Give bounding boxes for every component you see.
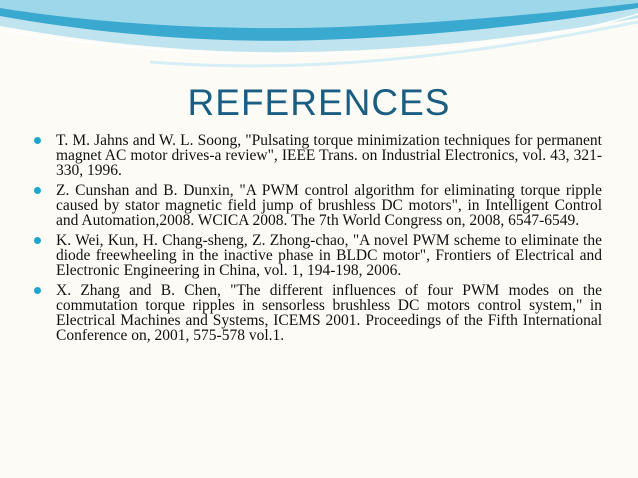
reference-list — [34, 133, 602, 348]
reference-text: X. Zhang and B. Chen, "The different influences of four PWM modes on the commutation torque ripples in sensorless brushless DC motors control system," in Electrical Machines and Systems, ICEMS 2001. Proceedings of the Fifth International Conference on, 2001, 575-578 vol.1. — [56, 282, 602, 344]
bullet-icon — [34, 187, 41, 194]
reference-text: Z. Cunshan and B. Dunxin, "A PWM control algorithm for eliminating torque ripple caused by stator magnetic field jump of brushless DC motors", in Intelligent Control and Automation,2008. WCICA 2008. The 7th World Congress on, 2008, 6547-6549. — [56, 182, 602, 229]
header-wave-decoration — [0, 0, 638, 80]
reference-item — [34, 133, 602, 178]
bullet-icon — [34, 237, 41, 244]
reference-item — [34, 183, 602, 228]
reference-text: K. Wei, Kun, H. Chang-sheng, Z. Zhong-chao, "A novel PWM scheme to eliminate the diode freewheeling in the inactive phase in BLDC motor", Frontiers of Electrical and Electronic Engineering in China, vol. 1, 194-198, 2006. — [56, 232, 602, 279]
page-title: REFERENCES — [187, 82, 451, 123]
reference-item — [34, 233, 602, 278]
bullet-icon — [34, 137, 41, 144]
reference-text: T. M. Jahns and W. L. Soong, "Pulsating torque minimization techniques for permanent magnet AC motor drives-a review", IEEE Trans. on Industrial Electronics, vol. 43, 321-330, 1996. — [56, 132, 602, 179]
bullet-icon — [34, 287, 41, 294]
reference-item — [34, 283, 602, 343]
